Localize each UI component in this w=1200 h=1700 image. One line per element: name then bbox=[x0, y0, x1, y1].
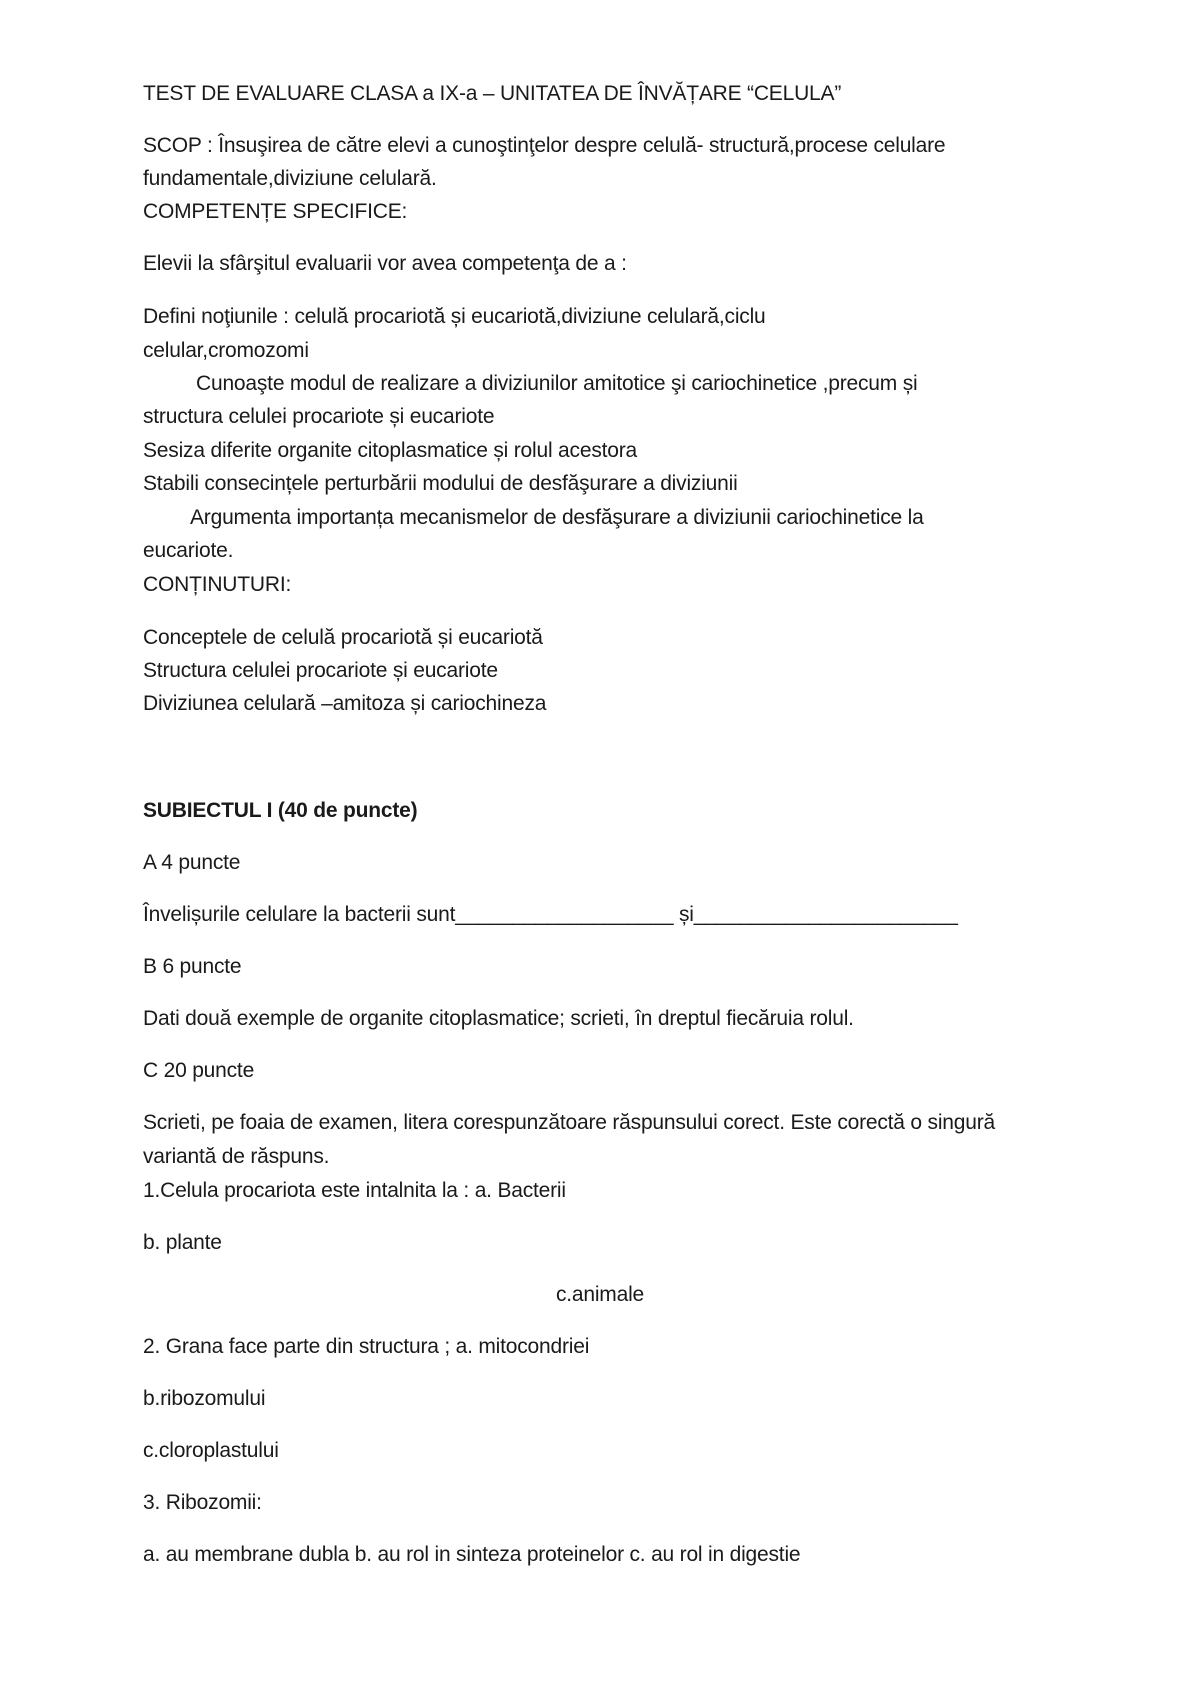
question-1-option-b: b. plante bbox=[143, 1231, 222, 1254]
competente-heading: COMPETENȚE SPECIFICE: bbox=[143, 200, 408, 223]
continuturi-item-2: Structura celulei procariote și eucariote bbox=[143, 659, 498, 682]
section-b-points: B 6 puncte bbox=[143, 955, 242, 978]
question-1-option-c: c.animale bbox=[555, 1283, 645, 1306]
continuturi-item-3: Diviziunea celulară –amitoza și cariochineza bbox=[143, 692, 547, 715]
continuturi-heading: CONȚINUTURI: bbox=[143, 573, 292, 596]
question-2: 2. Grana face parte din structura ; a. mitocondriei bbox=[143, 1335, 590, 1358]
competente-item-5: Argumenta importanța mecanismelor de desfăşurare a diviziunii cariochinetice la bbox=[190, 506, 924, 529]
section-a-points: A 4 puncte bbox=[143, 851, 241, 874]
question-1: 1.Celula procariota este intalnita la : a. Bacterii bbox=[143, 1179, 566, 1202]
section-c-points: C 20 puncte bbox=[143, 1059, 255, 1082]
section-b-question: Dati două exemple de organite citoplasmatice; scrieti, în dreptul fiecăruia rolul. bbox=[143, 1007, 854, 1030]
question-3: 3. Ribozomii: bbox=[143, 1491, 262, 1514]
document-title: TEST DE EVALUARE CLASA a IX-a – UNITATEA DE ÎNVĂȚARE “CELULA” bbox=[143, 82, 842, 105]
competente-item-4: Stabili consecințele perturbării modului de desfăşurare a diviziunii bbox=[143, 472, 738, 495]
continuturi-item-1: Conceptele de celulă procariotă și eucariotă bbox=[143, 626, 543, 649]
competente-item-1-cont: celular,cromozomi bbox=[143, 339, 309, 362]
competente-intro: Elevii la sfârşitul evaluarii vor avea competenţa de a : bbox=[143, 252, 627, 275]
competente-item-3: Sesiza diferite organite citoplasmatice și rolul acestora bbox=[143, 439, 638, 462]
competente-item-2: Cunoaşte modul de realizare a diviziunilor amitotice şi cariochinetice ,precum și bbox=[196, 372, 918, 395]
question-2-option-c: c.cloroplastului bbox=[143, 1439, 279, 1462]
scop-line-1: SCOP : Însuşirea de către elevi a cunoştinţelor despre celulă- structură,procese celulare bbox=[143, 134, 946, 157]
competente-item-2-cont: structura celulei procariote și eucariote bbox=[143, 405, 495, 428]
section-c-instructions-1: Scrieti, pe foaia de examen, litera corespunzătoare răspunsului corect. Este corectă o singură bbox=[143, 1111, 996, 1134]
section-c-instructions-2: variantă de răspuns. bbox=[143, 1145, 330, 1168]
competente-item-1: Defini noţiunile : celulă procariotă și eucariotă,diviziune celulară,ciclu bbox=[143, 305, 766, 328]
question-2-option-b: b.ribozomului bbox=[143, 1387, 266, 1410]
scop-line-2: fundamentale,diviziune celulară. bbox=[143, 167, 437, 190]
section-a-question: Învelișurile celulare la bacterii sunt___________________ și_______________________ bbox=[143, 903, 958, 926]
question-3-options: a. au membrane dubla b. au rol in sinteza proteinelor c. au rol in digestie bbox=[143, 1543, 801, 1566]
competente-item-5-cont: eucariote. bbox=[143, 539, 234, 562]
subiect-title: SUBIECTUL I (40 de puncte) bbox=[143, 799, 418, 822]
